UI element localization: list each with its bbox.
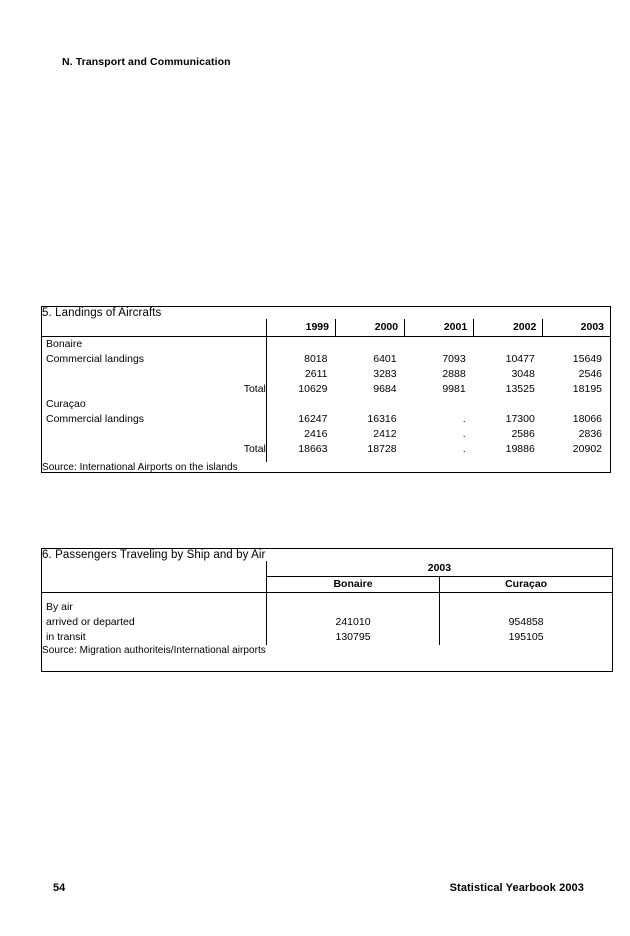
table-row-group-curacao xyxy=(42,397,610,412)
cell-value: 8018 xyxy=(304,353,328,365)
cell-value: 10629 xyxy=(298,383,328,395)
cell-value: 9981 xyxy=(442,383,466,395)
table-6-label-header xyxy=(42,561,266,577)
cell-value: 130795 xyxy=(335,631,371,643)
cell-value: 19886 xyxy=(505,443,535,455)
cell-value: 2611 xyxy=(304,368,328,380)
cell-value: 20902 xyxy=(572,443,602,455)
column-header-2002: 2002 xyxy=(474,319,543,337)
table-row xyxy=(42,412,610,427)
row-label: in transit xyxy=(42,630,266,645)
column-header-curacao: Curaçao xyxy=(440,577,612,593)
cell-value: . xyxy=(462,413,466,425)
cell-value: 3283 xyxy=(373,368,397,380)
row-label: arrived or departed xyxy=(42,615,266,630)
table-6-island-header-row xyxy=(42,577,612,593)
table-6-title: 6. Passengers Traveling by Ship and by Air xyxy=(42,549,266,561)
table-row-group-bonaire xyxy=(42,337,610,353)
cell-value: 195105 xyxy=(440,630,612,645)
cell-value: 9684 xyxy=(373,383,397,395)
table-5-grid xyxy=(42,307,610,473)
table-5-source-row xyxy=(42,462,610,473)
table-5-source: Source: International Airports on the islands xyxy=(42,462,238,473)
cell-value: 18066 xyxy=(572,413,602,425)
cell-value: 6401 xyxy=(373,353,397,365)
row-label xyxy=(42,427,266,442)
cell-value: 7093 xyxy=(442,353,466,365)
table-6-source-row xyxy=(42,645,612,656)
group-label-curacao: Curaçao xyxy=(42,397,266,412)
cell-value: 16316 xyxy=(367,413,397,425)
cell-value: 241010 xyxy=(335,616,371,628)
cell-value: 15649 xyxy=(572,353,602,365)
cell-value: 17300 xyxy=(505,413,535,425)
column-header-bonaire: Bonaire xyxy=(266,577,439,593)
cell-value: 2836 xyxy=(578,428,602,440)
table-6-label-header-2 xyxy=(42,577,266,593)
cell-value: 18663 xyxy=(298,443,328,455)
row-label: Commercial landings xyxy=(42,412,266,427)
cell-value: 13525 xyxy=(505,383,535,395)
cell-value: 2412 xyxy=(373,428,397,440)
cell-value: 954858 xyxy=(440,615,612,630)
cell-value: 2888 xyxy=(442,368,466,380)
column-header-2001: 2001 xyxy=(405,319,474,337)
column-header-2003: 2003 xyxy=(543,319,610,337)
cell-value: 2586 xyxy=(511,428,535,440)
row-label: Commercial landings xyxy=(42,352,266,367)
table-row xyxy=(42,367,610,382)
cell-value: . xyxy=(462,428,466,440)
column-header-2000: 2000 xyxy=(335,319,404,337)
table-row-total xyxy=(42,382,610,397)
table-5-title-row xyxy=(42,307,610,319)
row-label-total: Total xyxy=(42,382,266,397)
footer-title: Statistical Yearbook 2003 xyxy=(449,882,584,894)
cell-value: 10477 xyxy=(505,353,535,365)
column-header-1999: 1999 xyxy=(266,319,335,337)
table-5-header-row xyxy=(42,319,610,337)
table-row xyxy=(42,630,612,645)
cell-value: 16247 xyxy=(298,413,328,425)
table-6-title-row xyxy=(42,549,612,561)
table-5-label-header xyxy=(42,319,266,337)
table-row-group-by-air xyxy=(42,600,612,615)
table-row xyxy=(42,615,612,630)
column-header-year: 2003 xyxy=(266,561,612,577)
cell-value: 18728 xyxy=(367,443,397,455)
row-label-total: Total xyxy=(42,442,266,457)
cell-value: 2416 xyxy=(304,428,328,440)
table-row xyxy=(42,427,610,442)
table-landings-of-aircrafts xyxy=(41,306,611,473)
table-row-total xyxy=(42,442,610,457)
table-6-year-header-row xyxy=(42,561,612,577)
footer-page-number: 54 xyxy=(53,882,66,894)
table-passengers-traveling xyxy=(41,548,613,672)
cell-value: 18195 xyxy=(572,383,602,395)
group-label-bonaire: Bonaire xyxy=(42,337,266,353)
cell-value: 2546 xyxy=(578,368,602,380)
section-header: N. Transport and Communication xyxy=(62,56,231,68)
group-label-by-air: By air xyxy=(42,600,266,615)
cell-value: . xyxy=(462,443,466,455)
cell-value: 3048 xyxy=(511,368,535,380)
table-row xyxy=(42,352,610,367)
table-6-spacer xyxy=(42,593,612,601)
row-label xyxy=(42,367,266,382)
table-6-source: Source: Migration authoriteis/International airports xyxy=(42,645,266,656)
table-5-title: 5. Landings of Aircrafts xyxy=(42,307,162,319)
table-6-grid xyxy=(42,549,612,656)
